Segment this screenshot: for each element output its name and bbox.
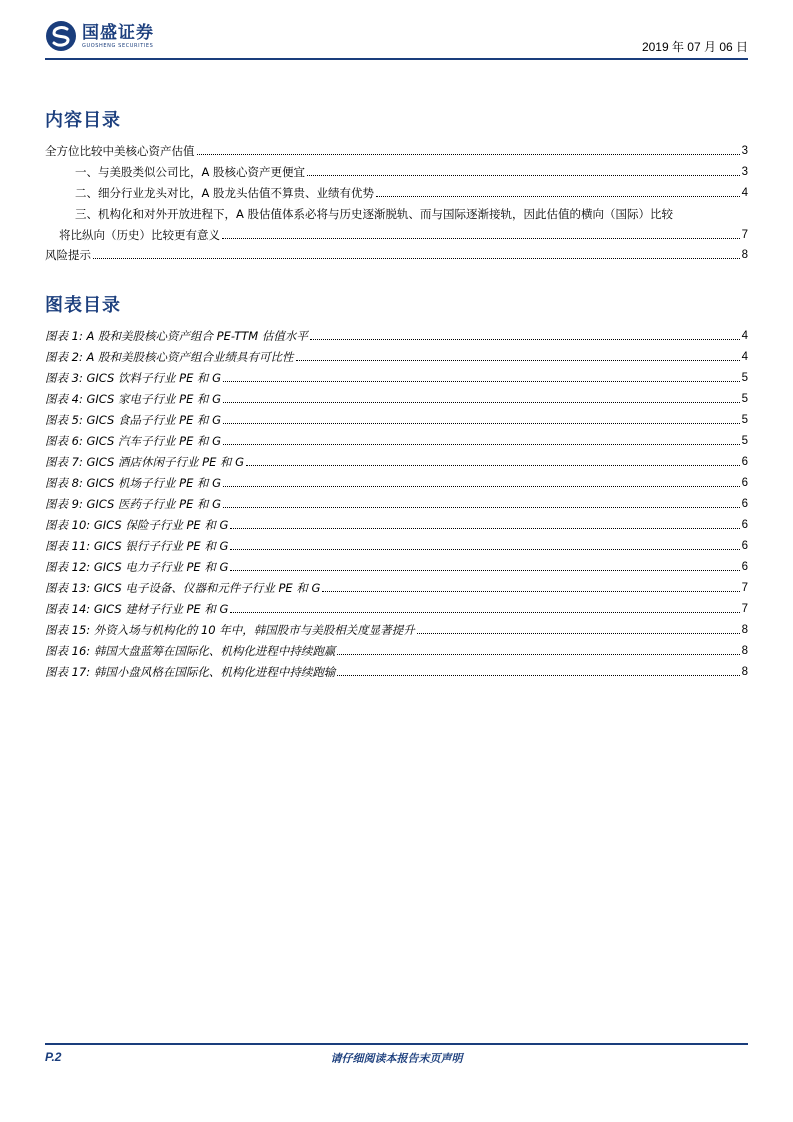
figure-item-text: 图表 7: GICS 酒店休闲子行业 PE 和 G — [45, 455, 245, 469]
leader-dots — [223, 506, 740, 508]
figure-item-page: 5 — [741, 372, 748, 384]
toc-item-page: 4 — [741, 187, 748, 199]
figure-item-text: 图表 10: GICS 保险子行业 PE 和 G — [45, 518, 229, 532]
toc-item[interactable] — [45, 205, 748, 223]
figure-item-page: 5 — [741, 393, 748, 405]
toc-item-text: 二、细分行业龙头对比，A 股龙头估值不算贵、业绩有优势 — [75, 186, 375, 200]
figure-item[interactable] — [45, 348, 748, 366]
report-date: 2019 年 07 月 06 日 — [641, 40, 748, 54]
figure-item-text: 图表 12: GICS 电力子行业 PE 和 G — [45, 560, 229, 574]
figure-item-text: 图表 11: GICS 银行子行业 PE 和 G — [45, 539, 229, 553]
page-header — [45, 18, 748, 60]
leader-dots — [223, 380, 740, 382]
header-divider — [45, 58, 748, 60]
leader-dots — [417, 632, 740, 634]
figure-item-text: 图表 17: 韩国小盘风格在国际化、机构化进程中持续跑输 — [45, 665, 336, 679]
figure-item[interactable] — [45, 495, 748, 513]
page-number: P.2 — [45, 1050, 62, 1064]
figure-item[interactable] — [45, 474, 748, 492]
figures-title: 图表目录 — [45, 295, 121, 316]
toc-item-continued[interactable] — [45, 226, 748, 244]
figure-item-page: 8 — [741, 624, 748, 636]
toc-item-text: 三、机构化和对外开放进程下，A 股估值体系必将与历史逐渐脱轨、而与国际逐渐接轨，因此估值的横向（国际）比较 — [75, 207, 674, 221]
figure-item[interactable] — [45, 642, 748, 660]
figure-item[interactable] — [45, 327, 748, 345]
figure-item[interactable] — [45, 621, 748, 639]
leader-dots — [337, 674, 739, 676]
figure-item-page: 6 — [741, 456, 748, 468]
leader-dots — [337, 653, 739, 655]
leader-dots — [93, 257, 740, 259]
figure-item-page: 7 — [741, 582, 748, 594]
figure-item-page: 6 — [741, 561, 748, 573]
figure-item-text: 图表 8: GICS 机场子行业 PE 和 G — [45, 476, 222, 490]
figure-item-page: 5 — [741, 414, 748, 426]
figure-item-page: 6 — [741, 477, 748, 489]
disclaimer-note: 请仔细阅读本报告末页声明 — [330, 1052, 463, 1065]
leader-dots — [223, 422, 740, 424]
leader-dots — [322, 590, 739, 592]
figure-item[interactable] — [45, 516, 748, 534]
figure-item[interactable] — [45, 453, 748, 471]
logo-en-text: GUOSHENG SECURITIES — [82, 42, 154, 49]
toc-title: 内容目录 — [45, 110, 121, 131]
toc-item[interactable] — [45, 142, 748, 160]
leader-dots — [197, 153, 740, 155]
figure-item[interactable] — [45, 411, 748, 429]
figure-item[interactable] — [45, 432, 748, 450]
leader-dots — [223, 485, 740, 487]
toc-item-text: 全方位比较中美核心资产估值 — [45, 144, 195, 158]
toc-item-text: 一、与美股类似公司比，A 股核心资产更便宜 — [75, 165, 306, 179]
figure-item-page: 4 — [741, 330, 748, 342]
figure-item-text: 图表 3: GICS 饮料子行业 PE 和 G — [45, 371, 222, 385]
toc-item-page: 3 — [741, 145, 748, 157]
logo-icon — [45, 20, 77, 52]
figure-item[interactable] — [45, 600, 748, 618]
figure-item-text: 图表 1: A 股和美股核心资产组合 PE-TTM 估值水平 — [45, 329, 308, 343]
figure-item[interactable] — [45, 390, 748, 408]
leader-dots — [223, 401, 740, 403]
figure-item-text: 图表 4: GICS 家电子行业 PE 和 G — [45, 392, 222, 406]
company-logo — [45, 20, 154, 52]
figure-item-text: 图表 13: GICS 电子设备、仪器和元件子行业 PE 和 G — [45, 581, 321, 595]
figure-item-page: 6 — [741, 540, 748, 552]
leader-dots — [223, 443, 740, 445]
figure-item-page: 8 — [741, 645, 748, 657]
figure-item-page: 5 — [741, 435, 748, 447]
figure-item[interactable] — [45, 369, 748, 387]
toc-item[interactable] — [45, 246, 748, 264]
figure-item-text: 图表 15: 外资入场与机构化的 10 年中，韩国股市与美股相关度显著提升 — [45, 623, 415, 637]
figure-item-page: 7 — [741, 603, 748, 615]
leader-dots — [376, 195, 740, 197]
figure-item-page: 4 — [741, 351, 748, 363]
logo-cn-text: 国盛证券 — [82, 22, 154, 43]
toc-item-text: 风险提示 — [45, 248, 91, 262]
toc-item[interactable] — [45, 163, 748, 181]
figure-item-text: 图表 9: GICS 医药子行业 PE 和 G — [45, 497, 222, 511]
figure-item-text: 图表 5: GICS 食品子行业 PE 和 G — [45, 413, 222, 427]
leader-dots — [230, 527, 739, 529]
figure-item[interactable] — [45, 558, 748, 576]
figure-item[interactable] — [45, 579, 748, 597]
figure-item[interactable] — [45, 663, 748, 681]
leader-dots — [310, 338, 740, 340]
figure-item-page: 6 — [741, 498, 748, 510]
figure-item-page: 6 — [741, 519, 748, 531]
toc-item-text: 将比纵向（历史）比较更有意义 — [59, 228, 220, 242]
figure-item-text: 图表 14: GICS 建材子行业 PE 和 G — [45, 602, 229, 616]
toc-item[interactable] — [45, 184, 748, 202]
leader-dots — [296, 359, 740, 361]
leader-dots — [246, 464, 740, 466]
leader-dots — [230, 569, 739, 571]
leader-dots — [222, 237, 740, 239]
toc-item-page: 8 — [741, 249, 748, 261]
leader-dots — [307, 174, 740, 176]
toc-item-page: 7 — [741, 229, 748, 241]
toc-item-page: 3 — [741, 166, 748, 178]
figure-item-page: 8 — [741, 666, 748, 678]
figure-item-text: 图表 6: GICS 汽车子行业 PE 和 G — [45, 434, 222, 448]
leader-dots — [230, 611, 739, 613]
footer-divider — [45, 1043, 748, 1045]
figure-item-text: 图表 16: 韩国大盘蓝筹在国际化、机构化进程中持续跑赢 — [45, 644, 336, 658]
leader-dots — [230, 548, 739, 550]
figure-item-text: 图表 2: A 股和美股核心资产组合业绩具有可比性 — [45, 350, 294, 364]
figure-item[interactable] — [45, 537, 748, 555]
